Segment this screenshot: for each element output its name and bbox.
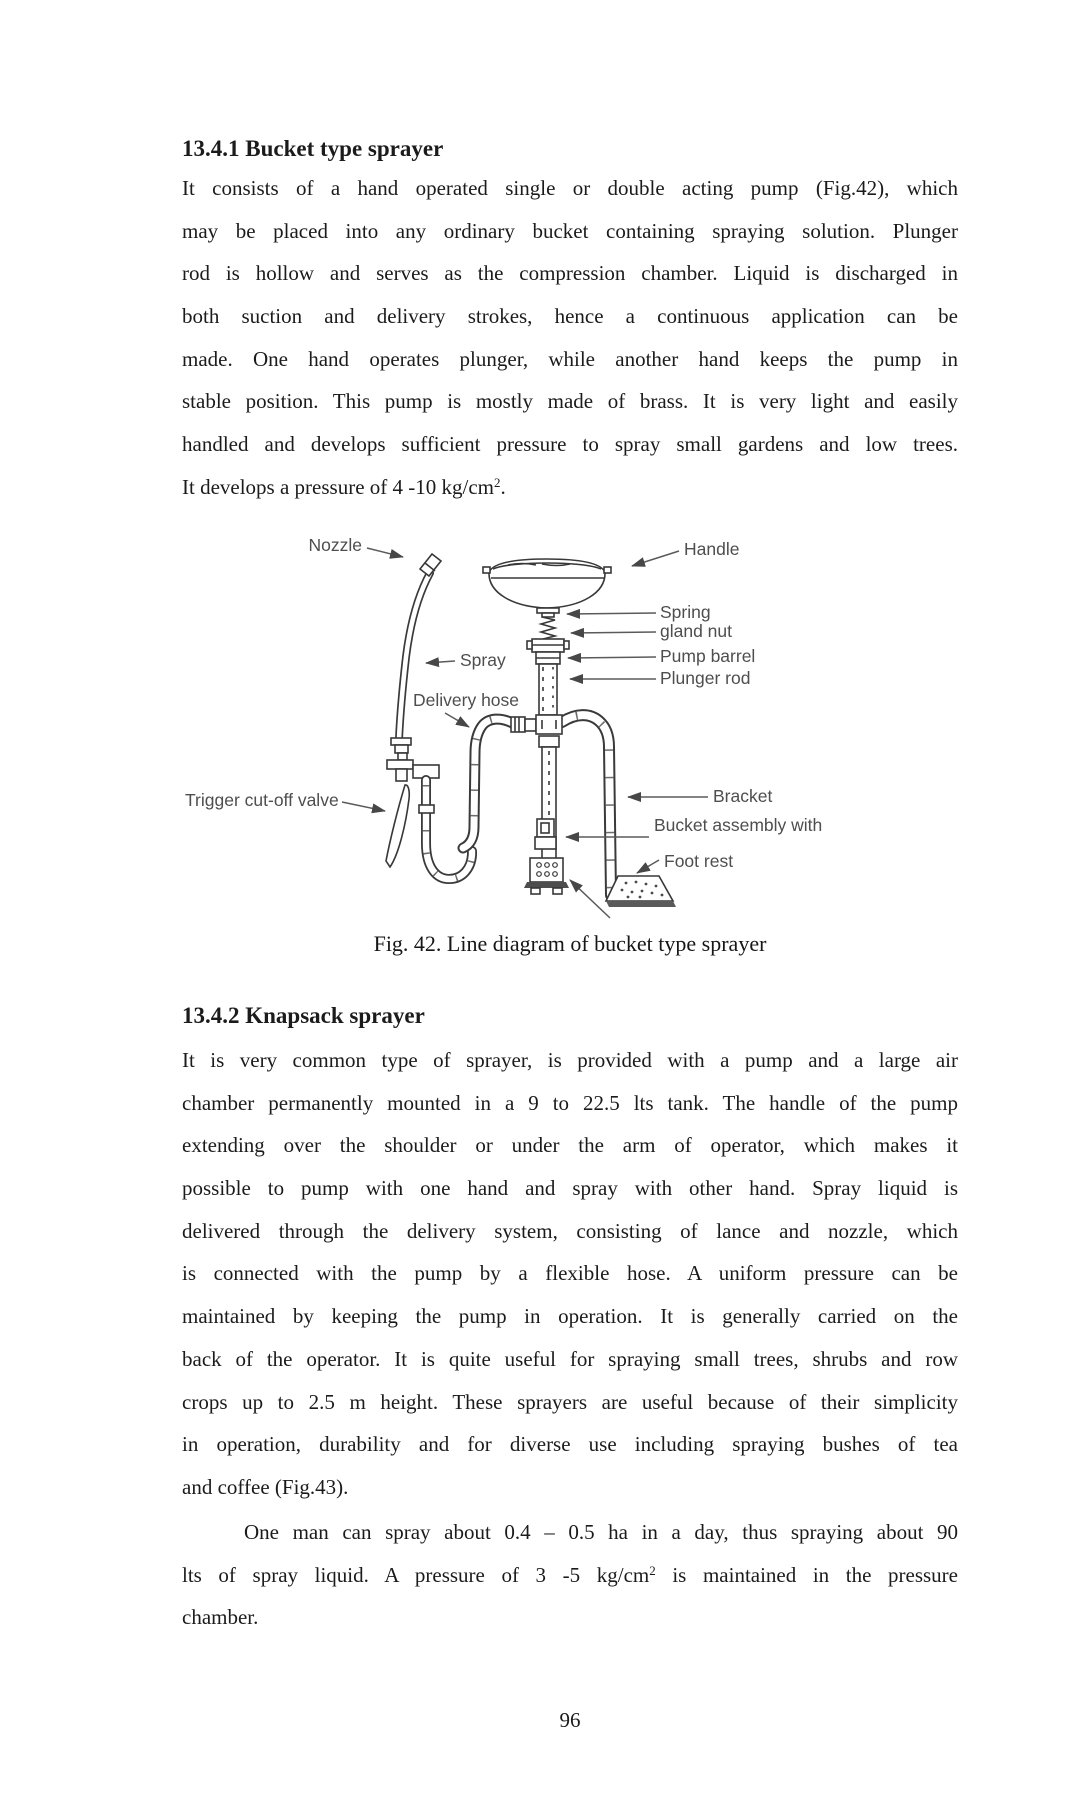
t-junction-drawing — [536, 715, 562, 734]
figure-label-spray: Spray — [460, 650, 506, 670]
text-line: chamber. — [182, 1605, 259, 1630]
handle-bowl-drawing — [489, 559, 605, 608]
delivery-hose-pointer-line — [445, 713, 469, 727]
handle-pointer-line — [632, 551, 679, 566]
text-line: and coffee (Fig.43). — [182, 1474, 349, 1499]
figure-label-plunger-rod: Plunger rod — [660, 668, 751, 688]
spring-drawing — [541, 617, 555, 639]
figure-label-delivery-hose: Delivery hose — [413, 690, 520, 710]
text-line: maintained by keeping the pump in operation. It is generally carried on the — [182, 1304, 958, 1329]
text-line: back of the operator. It is quite useful for spraying small trees, shrubs and row — [182, 1346, 958, 1371]
text-line: handled and develops sufficient pressure to spray small gardens and low trees. — [182, 432, 958, 457]
text-line: in operation, durability and for diverse use including spraying bushes of tea — [182, 1432, 958, 1457]
section-heading-bucket-sprayer: 13.4.1 Bucket type sprayer — [182, 136, 444, 161]
text-line: rod is hollow and serves as the compression chamber. Liquid is discharged in — [182, 261, 958, 286]
figure-label-pump-barrel: Pump barrel — [660, 646, 756, 666]
trigger-pointer-line — [342, 802, 385, 811]
figure-caption: Fig. 42. Line diagram of bucket type sprayer — [373, 931, 767, 956]
text-line: possible to pump with one hand and spray with other hand. Spray liquid is — [182, 1176, 958, 1201]
text-line: It consists of a hand operated single or double acting pump (Fig.42), which — [182, 176, 958, 200]
text-line: It develops a pressure of 4 -10 $kg/cm^2$. — [182, 474, 506, 499]
nozzle-drawing — [420, 554, 441, 576]
paragraph-knapsack-sprayer-1 — [182, 1039, 958, 1509]
figure-label-foot-rest: Foot rest — [664, 851, 734, 871]
text-line: made. One hand operates plunger, while another hand keeps the pump in — [182, 346, 958, 371]
text-line: lts of spray liquid. A pressure of 3 -5 $kg/cm^2$ is maintained in the pressure — [182, 1562, 958, 1587]
trigger-valve-drawing — [386, 738, 472, 879]
figure-line-diagram-bucket-sprayer — [170, 455, 930, 925]
foot-valve-strainer-drawing — [530, 858, 563, 882]
figure-label-bucket-assembly: Bucket assembly with — [654, 815, 823, 835]
foot-rest-drawing — [606, 876, 676, 907]
text-line: delivered through the delivery system, consisting of lance and nozzle, which — [182, 1218, 958, 1243]
delivery-hose-drawing — [463, 717, 536, 848]
text-line: both suction and delivery strokes, hence a continuous application can be — [182, 304, 958, 329]
text-line: stable position. This pump is mostly made of brass. It is very light and easily — [182, 389, 958, 414]
text-line: It is very common type of sprayer, is provided with a pump and a large air — [182, 1048, 958, 1072]
figure-label-bracket: Bracket — [713, 786, 773, 806]
text-line: extending over the shoulder or under the arm of operator, which makes it — [182, 1133, 958, 1158]
text-line: crops up to 2.5 m height. These sprayers are useful because of their simplicity — [182, 1389, 958, 1414]
figure-label-trigger-cutoff-valve: Trigger cut-off valve — [185, 790, 339, 810]
trigger-blade-drawing — [386, 785, 409, 867]
page-number: 96 — [559, 1708, 581, 1732]
bracket-drawing — [562, 715, 611, 895]
text-line: chamber permanently mounted in a 9 to 22.5 lts tank. The handle of the pump — [182, 1090, 958, 1115]
text-line: is connected with the pump by a flexible hose. A uniform pressure can be — [182, 1261, 958, 1286]
pump-drawing — [483, 559, 611, 894]
figure-line-art — [386, 554, 676, 918]
spray-pointer-line — [426, 661, 455, 663]
nozzle-pointer-line — [367, 548, 403, 557]
foot-valve-pointer-line — [570, 880, 610, 918]
text-line: One man can spray about 0.4 – 0.5 ha in a day, thus spraying about 90 — [244, 1520, 958, 1544]
pump-barrel-drawing — [539, 664, 557, 715]
figure-label-handle: Handle — [684, 539, 740, 559]
paragraph-knapsack-sprayer-2 — [182, 1511, 958, 1639]
text-line: may be placed into any ordinary bucket containing spraying solution. Plunger — [182, 218, 958, 243]
figure-label-spring: Spring — [660, 602, 711, 622]
pump-barrel-pointer-line — [568, 657, 656, 658]
gland-nut-pointer-line — [571, 632, 656, 633]
section-heading-knapsack-sprayer: 13.4.2 Knapsack sprayer — [182, 1003, 425, 1028]
spring-pointer-line — [567, 613, 656, 614]
figure-label-gland-nut: gland nut — [660, 621, 733, 641]
figure-label-nozzle: Nozzle — [308, 535, 362, 555]
foot-rest-pointer-line — [637, 860, 659, 873]
spray-lance-drawing — [399, 554, 441, 739]
